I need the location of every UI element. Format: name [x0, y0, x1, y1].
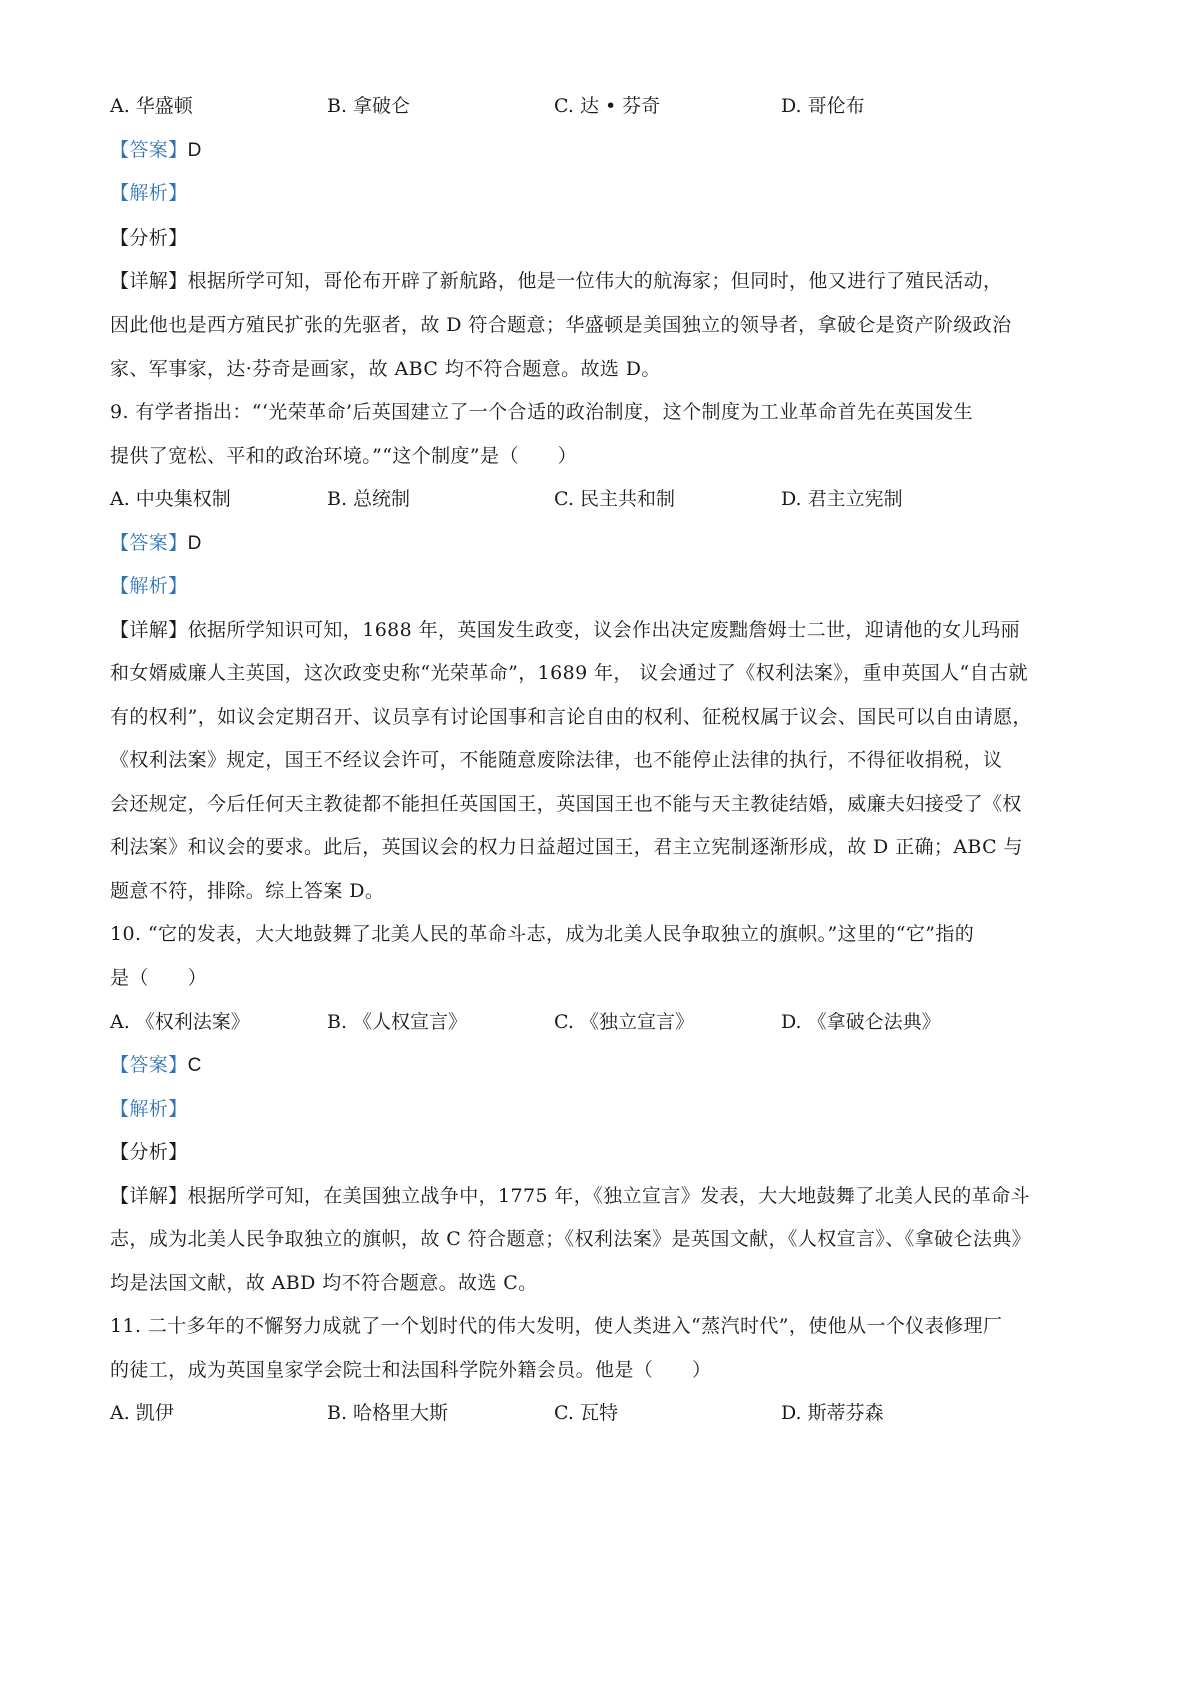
q10-option-b: B. 《人权宣言》	[327, 1011, 468, 1033]
q8-options	[110, 94, 1100, 118]
q10-answer	[110, 1053, 1100, 1078]
q11-stem-line-1: 11. 二十多年的不懈努力成就了一个划时代的伟大发明，使人类进入“蒸汽时代”，使他从一个仪表修理厂	[110, 1315, 1003, 1337]
q8-analysis-heading	[110, 181, 1100, 205]
q9-detail-line-3: 有的权利”，如议会定期召开、议员享有讨论国事和言论自由的权利、征税权属于议会、国民可以自由请愿，	[110, 706, 1032, 728]
q9-detail-line-4: 《权利法案》规定，国王不经议会许可，不能随意废除法律，也不能停止法律的执行，不得征收捐税，议	[110, 749, 1003, 771]
q10-options	[110, 1010, 1100, 1034]
q9-options	[110, 487, 1100, 511]
q10-detail-line-2: 志，成为北美人民争取独立的旗帜，故 C 符合题意；《权利法案》是英国文献，《人权宣言》、《拿破仑法典》	[110, 1228, 1032, 1250]
q10-stem-line-2: 是（ ）	[110, 967, 208, 989]
q11-stem-line-2: 的徒工，成为英国皇家学会院士和法国科学院外籍会员。他是（ ）	[110, 1359, 712, 1381]
q10-option-a: A. 《权利法案》	[110, 1011, 250, 1033]
detail-text: 根据所学可知，在美国独立战争中，1775 年，《独立宣言》发表，大大地鼓舞了北美人民的革命斗	[187, 1185, 1030, 1207]
q9-stem-line-1: 9. 有学者指出：“‘光荣革命’后英国建立了一个合适的政治制度，这个制度为工业革命首先在英国发生	[110, 401, 974, 423]
q9-option-b: B. 总统制	[327, 488, 411, 510]
q8-option-b: B. 拿破仑	[327, 95, 411, 117]
q10-detail-line-1	[110, 1184, 1100, 1208]
q9-stem-line-2: 提供了宽松、平和的政治环境。”“这个制度”是（ ）	[110, 445, 578, 467]
q9-answer	[110, 531, 1100, 556]
q10-option-d: D. 《拿破仑法典》	[781, 1011, 941, 1033]
q8-detail-line-3: 家、军事家，达·芬奇是画家，故 ABC 均不符合题意。故选 D。	[110, 358, 661, 380]
detail-tag: 【详解】	[110, 270, 188, 292]
q8-option-d: D. 哥伦布	[781, 95, 865, 117]
q10-option-c: C. 《独立宣言》	[554, 1011, 694, 1033]
q8-option-a: A. 华盛顿	[110, 95, 193, 117]
analysis-tag: 【解析】	[110, 1098, 188, 1120]
detail-tag: 【详解】	[110, 1185, 188, 1207]
q8-detail-line-1	[110, 269, 1100, 293]
detail-tag: 【详解】	[110, 619, 188, 641]
q11-option-a: A. 凯伊	[110, 1402, 174, 1424]
q10-stem-line-1: 10. “它的发表，大大地鼓舞了北美人民的革命斗志，成为北美人民争取独立的旗帜。”这里的“它”指的	[110, 923, 975, 945]
q8-detail-line-2: 因此他也是西方殖民扩张的先驱者，故 D 符合题意；华盛顿是美国独立的领导者，拿破仑是资产阶级政治	[110, 314, 1012, 336]
q8-fenxi-heading	[110, 226, 1100, 250]
fenxi-tag: 【分析】	[110, 1141, 188, 1163]
q9-detail-line-5: 会还规定，今后任何天主教徒都不能担任英国国王，英国国王也不能与天主教徒结婚，威廉夫妇接受了《权	[110, 793, 1022, 815]
q11-option-b: B. 哈格里大斯	[327, 1402, 449, 1424]
q9-detail-line-1	[110, 618, 1100, 642]
q11-options	[110, 1401, 1100, 1425]
detail-text: 依据所学知识可知，1688 年，英国发生政变，议会作出决定废黜詹姆士二世，迎请他的女儿玛丽	[187, 619, 1021, 641]
answer-tag: 【答案】	[110, 532, 188, 554]
q9-option-d: D. 君主立宪制	[781, 488, 903, 510]
q11-option-c: C. 瓦特	[554, 1402, 618, 1424]
q10-fenxi-heading	[110, 1140, 1100, 1164]
q11-option-d: D. 斯蒂芬森	[781, 1402, 884, 1424]
q9-option-a: A. 中央集权制	[110, 488, 231, 510]
analysis-tag: 【解析】	[110, 575, 188, 597]
answer-value: D	[187, 140, 202, 161]
answer-value: D	[187, 533, 202, 554]
answer-value: C	[187, 1055, 202, 1076]
analysis-tag: 【解析】	[110, 182, 188, 204]
detail-text: 根据所学可知，哥伦布开辟了新航路，他是一位伟大的航海家；但同时，他又进行了殖民活动，	[187, 270, 1003, 292]
q8-option-c: C. 达 • 芬奇	[554, 95, 661, 117]
answer-tag: 【答案】	[110, 139, 188, 161]
q10-analysis-heading	[110, 1097, 1100, 1121]
q10-detail-line-3: 均是法国文献，故 ABD 均不符合题意。故选 C。	[110, 1272, 538, 1294]
answer-tag: 【答案】	[110, 1054, 188, 1076]
q8-answer	[110, 138, 1100, 163]
q9-detail-line-6: 利法案》和议会的要求。此后，英国议会的权力日益超过国王，君主立宪制逐渐形成，故 D 正确；ABC 与	[110, 836, 1023, 858]
q9-detail-line-2: 和女婿威廉人主英国，这次政变史称“光荣革命”，1689 年， 议会通过了《权利法案》，重申英国人“自古就	[110, 662, 1028, 684]
fenxi-tag: 【分析】	[110, 227, 188, 249]
q9-analysis-heading	[110, 574, 1100, 598]
q9-option-c: C. 民主共和制	[554, 488, 675, 510]
q9-detail-line-7: 题意不符，排除。综上答案 D。	[110, 880, 385, 902]
